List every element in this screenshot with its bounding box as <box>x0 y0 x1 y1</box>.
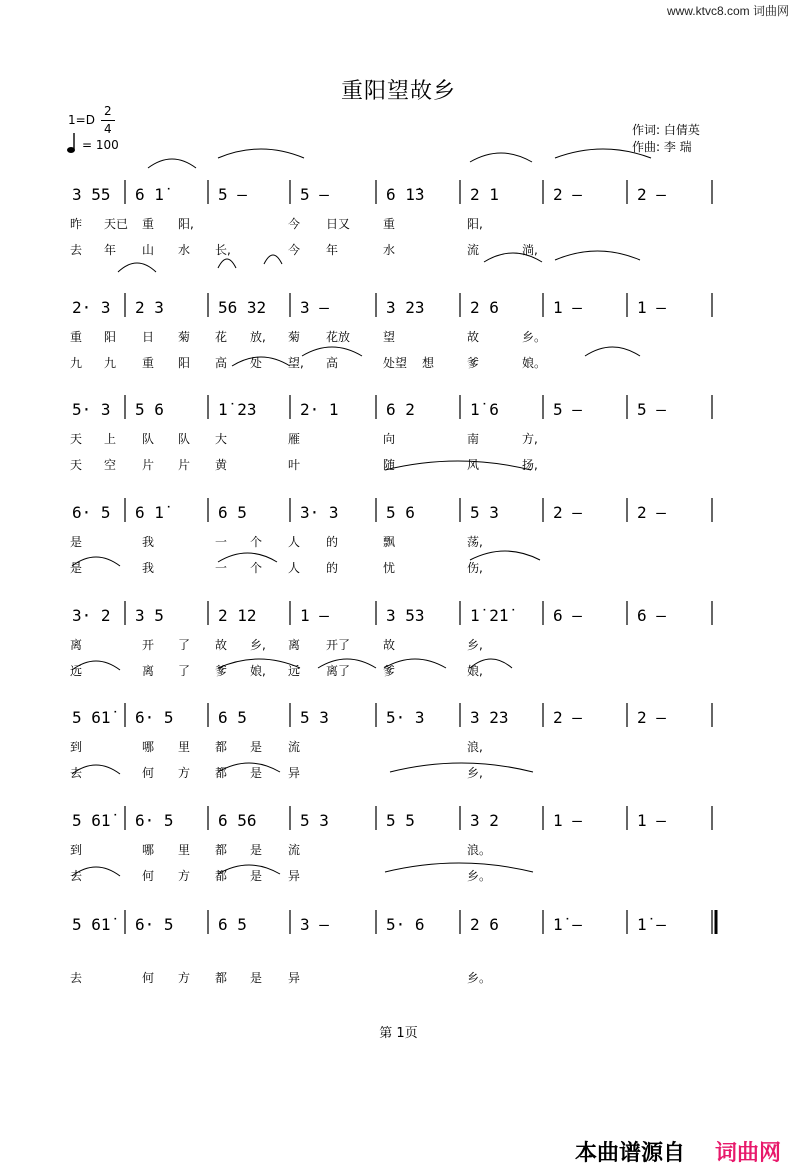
lyric-syllable: 天 <box>70 432 83 446</box>
lyric-syllable: 空 <box>104 458 117 472</box>
lyric-syllable: 何 <box>142 869 155 883</box>
lyric-syllable: 哪 <box>142 740 155 754</box>
lyric-syllable: 方 <box>178 766 191 780</box>
lyric-syllable: 故 <box>383 638 396 652</box>
lyric-syllable: 菊 <box>288 330 301 344</box>
lyric-syllable: 今 <box>288 243 301 257</box>
footer-source-text: 本曲谱源自 <box>574 1141 685 1166</box>
measure-notes: 1 – <box>553 811 582 830</box>
lyric-syllable: 乡。 <box>522 330 547 344</box>
lyric-syllable: 是 <box>250 971 263 985</box>
lyric-syllable: 人 <box>288 535 301 549</box>
lyric-syllable: 何 <box>142 766 155 780</box>
lyric-syllable: 今 <box>288 217 301 231</box>
measure-notes: 1̇ 6 <box>470 400 499 419</box>
lyric-syllable: 阳, <box>178 217 194 231</box>
measure-notes: 2 1 <box>470 185 499 204</box>
lyric-syllable: 何 <box>142 971 155 985</box>
lyric-syllable: 是 <box>70 535 83 549</box>
measure-notes: 6· 5 <box>72 503 111 522</box>
lyric-syllable: 水 <box>383 243 396 257</box>
slur <box>555 149 651 158</box>
measure-notes: 5 3 <box>300 811 329 830</box>
measure-notes: 5· 6 <box>386 915 425 934</box>
lyric-syllable: 流 <box>288 740 301 754</box>
slur <box>118 263 156 272</box>
lyric-syllable: 乡。 <box>467 971 492 985</box>
lyric-syllable: 我 <box>142 535 155 549</box>
lyric-syllable: 日 <box>142 330 155 344</box>
lyric-syllable: 故 <box>215 638 228 652</box>
lyric-syllable: 是 <box>250 869 263 883</box>
measure-notes: 6· 5 <box>135 708 174 727</box>
lyric-syllable: 都 <box>215 869 228 883</box>
slur <box>585 347 640 356</box>
lyric-syllable: 上 <box>104 432 117 446</box>
measure-notes: 6 1̇ <box>135 185 164 204</box>
lyric-syllable: 的 <box>326 561 339 575</box>
measure-notes: 5 61̇ <box>72 811 111 830</box>
lyric-syllable: 随 <box>383 458 396 472</box>
lyric-syllable: 娘, <box>467 664 483 678</box>
measure-notes: 6 1̇ <box>135 503 164 522</box>
lyric-syllable: 了 <box>178 638 191 652</box>
song-title: 重阳望故乡 <box>340 79 456 104</box>
lyric-syllable: 一 <box>215 535 228 549</box>
lyric-syllable: 乡。 <box>467 869 492 883</box>
lyric-syllable: 离 <box>70 638 83 652</box>
measure-notes: 3· 2 <box>72 606 111 625</box>
lyric-syllable: 里 <box>178 740 191 754</box>
lyric-syllable: 方 <box>178 971 191 985</box>
measure-notes: 3 55 <box>72 185 111 204</box>
slur <box>302 347 362 356</box>
lyric-syllable: 都 <box>215 766 228 780</box>
lyric-syllable: 片 <box>142 458 155 472</box>
measure-notes: 3 2 <box>470 811 499 830</box>
measure-notes: 2 6 <box>470 915 499 934</box>
measure-notes: 6 1̇3 <box>386 185 425 204</box>
lyric-syllable: 荡, <box>467 535 483 549</box>
measure-notes: 1̇ 2̇1̇ <box>470 606 509 625</box>
lyric-syllable: 方, <box>522 432 538 446</box>
lyric-syllable: 扬, <box>522 458 538 472</box>
measure-notes: 6· 5 <box>135 915 174 934</box>
measure-notes: 3 23 <box>386 298 425 317</box>
slur <box>385 461 531 470</box>
lyric-syllable: 是 <box>250 766 263 780</box>
measure-notes: 2 – <box>637 708 666 727</box>
lyric-syllable: 菊 <box>178 330 191 344</box>
lyric-syllable: 娘。 <box>522 356 547 370</box>
measure-notes: 5 – <box>553 400 582 419</box>
lyric-syllable: 重 <box>383 217 396 231</box>
lyric-syllable: 故 <box>467 330 480 344</box>
lyric-syllable: 是 <box>250 740 263 754</box>
lyric-syllable: 流 <box>288 843 301 857</box>
lyric-syllable: 离了 <box>326 664 351 678</box>
lyric-syllable: 个 <box>250 561 263 575</box>
measure-notes: 5 – <box>637 400 666 419</box>
measure-notes: 5 61̇ <box>72 708 111 727</box>
lyric-syllable: 里 <box>178 843 191 857</box>
slur <box>218 149 304 158</box>
lyric-syllable: 重 <box>70 330 83 344</box>
lyric-syllable: 去 <box>70 869 83 883</box>
measure-notes: 1̇ – <box>553 915 582 934</box>
lyric-syllable: 个 <box>250 535 263 549</box>
slur <box>470 153 532 162</box>
lyric-syllable: 天 <box>70 458 83 472</box>
lyric-syllable: 伤, <box>467 561 483 575</box>
measure-notes: 56 32 <box>218 298 267 317</box>
measure-notes: 5 6 <box>386 503 415 522</box>
lyric-syllable: 忧 <box>383 561 396 575</box>
slur <box>264 255 282 264</box>
measure-notes: 1 – <box>553 298 582 317</box>
lyric-syllable: 离 <box>142 664 155 678</box>
lyric-syllable: 向 <box>383 432 396 446</box>
lyric-syllable: 长, <box>215 243 231 257</box>
lyric-syllable: 我 <box>142 561 155 575</box>
lyric-syllable: 远 <box>70 664 83 678</box>
lyric-syllable: 了 <box>178 664 191 678</box>
measure-notes: 5 61̇ <box>72 915 111 934</box>
lyric-syllable: 爹 <box>467 356 480 370</box>
measure-notes: 2 6 <box>470 298 499 317</box>
measure-notes: 6 56 <box>218 811 257 830</box>
lyric-syllable: 娘, <box>250 664 266 678</box>
measure-notes: 3 – <box>300 298 329 317</box>
lyric-syllable: 浪。 <box>467 843 492 857</box>
measure-notes: 5 5 <box>386 811 415 830</box>
measure-notes: 6 5 <box>218 708 247 727</box>
slur <box>218 763 280 772</box>
slur <box>218 259 236 268</box>
lyric-syllable: 去 <box>70 243 83 257</box>
footer-brand-logo: 词曲网 <box>714 1141 781 1166</box>
lyric-syllable: 乡, <box>467 766 483 780</box>
lyric-syllable: 阳, <box>467 217 483 231</box>
lyric-syllable: 异 <box>288 971 301 985</box>
measure-notes: 5 – <box>300 185 329 204</box>
lyric-syllable: 片 <box>178 458 191 472</box>
lyric-syllable: 队 <box>178 432 191 446</box>
measure-notes: 2 – <box>553 503 582 522</box>
lyric-syllable: 飘 <box>383 535 396 549</box>
lyric-syllable: 是 <box>70 561 83 575</box>
measure-notes: 1 – <box>300 606 329 625</box>
measure-notes: 1̇ – <box>637 915 666 934</box>
measure-notes: 2 – <box>637 503 666 522</box>
measure-notes: 1̇ 23 <box>218 400 257 419</box>
lyric-syllable: 一 <box>215 561 228 575</box>
measure-notes: 3· 3 <box>300 503 339 522</box>
measure-notes: 3 23 <box>470 708 509 727</box>
measure-notes: 5· 3 <box>386 708 425 727</box>
lyric-syllable: 离 <box>288 638 301 652</box>
lyric-syllable: 队 <box>142 432 155 446</box>
lyric-syllable: 流 <box>467 243 480 257</box>
measure-notes: 6 – <box>553 606 582 625</box>
measure-notes: 6 5 <box>218 915 247 934</box>
lyric-syllable: 想 <box>422 356 435 370</box>
measure-notes: 1 – <box>637 298 666 317</box>
lyric-syllable: 方 <box>178 869 191 883</box>
measure-notes: 5· 3 <box>72 400 111 419</box>
measure-notes: 6 2 <box>386 400 415 419</box>
lyric-syllable: 开了 <box>326 638 351 652</box>
key-signature: 1=D <box>68 113 95 127</box>
measure-notes: 6 5 <box>218 503 247 522</box>
measure-notes: 3 5 <box>135 606 164 625</box>
lyric-syllable: 望 <box>383 330 396 344</box>
lyric-syllable: 去 <box>70 971 83 985</box>
slur <box>555 251 640 260</box>
lyric-syllable: 是 <box>250 843 263 857</box>
lyric-syllable: 九 <box>104 356 117 370</box>
slur <box>218 865 280 874</box>
measure-notes: 2 – <box>553 185 582 204</box>
lyric-syllable: 南 <box>467 432 480 446</box>
lyric-syllable: 大 <box>215 432 228 446</box>
lyric-syllable: 重 <box>142 356 155 370</box>
lyric-syllable: 爹 <box>383 664 396 678</box>
lyric-syllable: 哪 <box>142 843 155 857</box>
lyric-syllable: 远 <box>288 664 301 678</box>
lyric-syllable: 高 <box>326 356 339 370</box>
lyric-syllable: 爹 <box>215 664 228 678</box>
lyric-syllable: 放, <box>250 330 266 344</box>
measure-notes: 5 6 <box>135 400 164 419</box>
lyric-syllable: 年 <box>104 243 117 257</box>
measure-notes: 1 – <box>637 811 666 830</box>
site-watermark-url: www.ktvc8.com 词曲网 <box>666 4 789 18</box>
measure-notes: 5 – <box>218 185 247 204</box>
lyric-syllable: 开 <box>142 638 155 652</box>
measure-notes: 2· 1 <box>300 400 339 419</box>
lyric-syllable: 重 <box>142 217 155 231</box>
slur <box>470 551 540 560</box>
lyric-syllable: 昨 <box>70 217 83 231</box>
lyric-syllable: 的 <box>326 535 339 549</box>
tempo-value: = 100 <box>82 138 119 152</box>
lyric-syllable: 望, <box>288 356 304 370</box>
lyric-syllable: 水 <box>178 243 191 257</box>
lyric-syllable: 日又 <box>326 217 351 231</box>
lyric-syllable: 都 <box>215 843 228 857</box>
lyric-syllable: 都 <box>215 740 228 754</box>
lyric-syllable: 天已 <box>104 217 129 231</box>
lyric-syllable: 山 <box>142 243 155 257</box>
slur <box>385 863 533 872</box>
measure-notes: 3 53 <box>386 606 425 625</box>
lyric-syllable: 花 <box>215 330 228 344</box>
lyric-syllable: 阳 <box>104 330 117 344</box>
lyric-syllable: 浪, <box>467 740 483 754</box>
page-number: 第 1页 <box>379 1026 418 1041</box>
lyric-syllable: 异 <box>288 869 301 883</box>
measure-notes: 2 3 <box>135 298 164 317</box>
lyric-syllable: 淌, <box>522 243 538 257</box>
lyric-syllable: 乡, <box>250 638 266 652</box>
lyric-syllable: 乡, <box>467 638 483 652</box>
lyric-syllable: 到 <box>70 740 83 754</box>
measure-notes: 3 – <box>300 915 329 934</box>
slur <box>148 159 196 168</box>
lyric-syllable: 黄 <box>215 458 228 472</box>
composer-credit: 作曲: 李 瑞 <box>632 140 692 154</box>
lyric-syllable: 异 <box>288 766 301 780</box>
lyric-syllable: 处 <box>250 356 263 370</box>
lyric-syllable: 高 <box>215 356 228 370</box>
slur <box>390 763 533 772</box>
lyric-syllable: 阳 <box>178 356 191 370</box>
lyricist-credit: 作词: 白倩英 <box>632 123 700 137</box>
measure-notes: 2 – <box>637 185 666 204</box>
time-signature-bottom: 4 <box>104 122 112 136</box>
lyric-syllable: 都 <box>215 971 228 985</box>
lyric-syllable: 处望 <box>383 356 408 370</box>
measure-notes: 2· 3 <box>72 298 111 317</box>
lyric-syllable: 叶 <box>288 458 301 472</box>
measure-notes: 2 12 <box>218 606 257 625</box>
lyric-syllable: 到 <box>70 843 83 857</box>
measure-notes: 6 – <box>637 606 666 625</box>
measure-notes: 5 3 <box>470 503 499 522</box>
lyric-syllable: 九 <box>70 356 83 370</box>
lyric-syllable: 花放 <box>326 330 351 344</box>
measure-notes: 6· 5 <box>135 811 174 830</box>
measure-notes: 2 – <box>553 708 582 727</box>
lyric-syllable: 风 <box>467 458 480 472</box>
lyric-syllable: 雁 <box>288 432 301 446</box>
lyric-syllable: 去 <box>70 766 83 780</box>
time-signature-top: 2 <box>104 104 112 118</box>
measure-notes: 5 3 <box>300 708 329 727</box>
lyric-syllable: 年 <box>326 243 339 257</box>
lyric-syllable: 人 <box>288 561 301 575</box>
